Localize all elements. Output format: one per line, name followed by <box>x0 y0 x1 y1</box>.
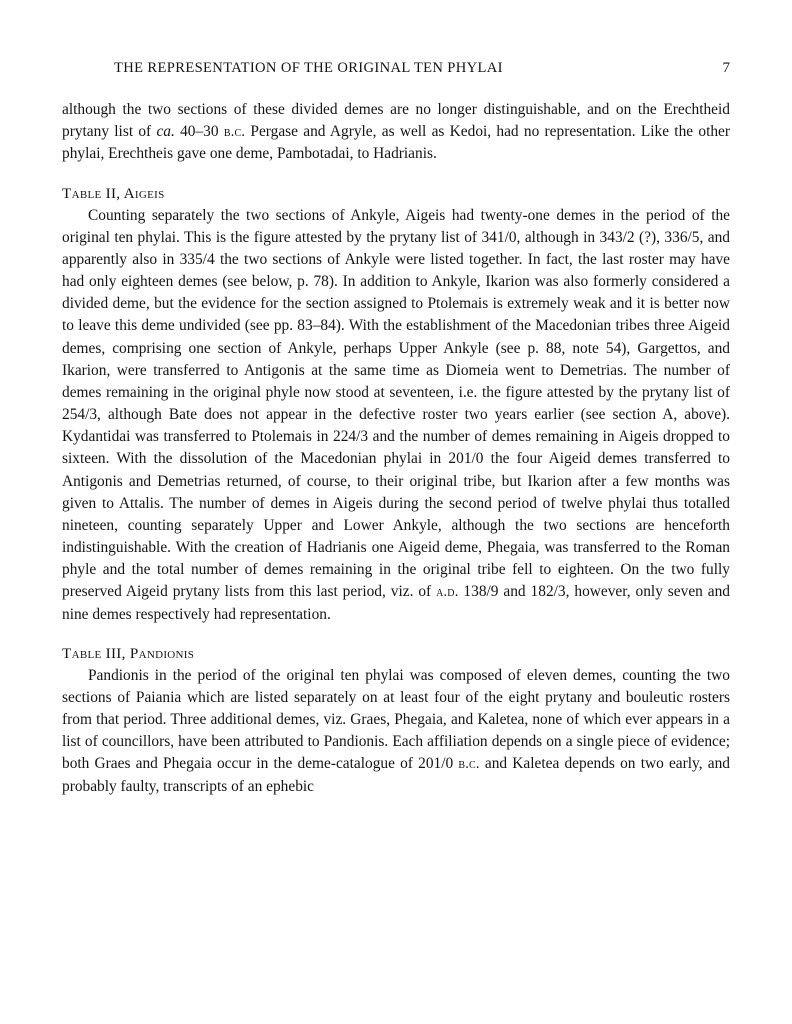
section-paragraph-table-3: Pandionis in the period of the original ten phylai was composed of eleven demes, counting the two sections of Paiania which are listed separately on at least four of the eight prytany and bouleutic rosters from that period. Three additional demes, viz. Graes, Phegaia, and Kaletea, none of which ever appears in a list of councillors, have been attributed to Pandionis. Each affiliation depends on a single piece of evidence; both Graes and Phegaia occur in the deme-catalogue of 201/0 b.c. and Kaletea depends on two early, and probably faulty, transcripts of an ephebic <box>62 666 730 795</box>
running-title: THE REPRESENTATION OF THE ORIGINAL TEN PHYLAI <box>114 60 503 76</box>
section-heading-table-2: Table II, Aigeis <box>62 184 165 202</box>
opening-paragraph <box>62 99 730 166</box>
opening-paragraph-text: although the two sections of these divided demes are no longer distinguishable, and on the Erechtheid prytany list of ca. 40–30 b.c. Pergase and Agryle, as well as Kedoi, had no representation. Like the other phylai, Erechtheis gave one deme, Pambotadai, to Hadrianis. <box>62 101 730 163</box>
running-head <box>62 60 730 77</box>
page-number: 7 <box>722 60 730 76</box>
section-paragraph-table-2: Counting separately the two sections of Ankyle, Aigeis had twenty-one demes in the period of the original ten phylai. This is the figure attested by the prytany list of 341/0, although in 343/2 (?), 336/5, and apparently also in 335/4 the two sections of Ankyle were listed together. In fact, the last roster may have had only eighteen demes (see below, p. 78). In addition to Ankyle, Ikarion was also formerly considered a divided deme, but the evidence for the section assigned to Ptolemais is extremely weak and it is better now to leave this deme undivided (see pp. 83–84). With the establishment of the Macedonian tribes three Aigeid demes, comprising one section of Ankyle, perhaps Upper Ankyle (see p. 88, note 54), Gargettos, and Ikarion, were transferred to Antigonis at the same time as Diomeia went to Demetrias. The number of demes remaining in the original phyle now stood at seventeen, i.e. the figure attested by the prytany list of 254/3, although Bate does not appear in the defective roster two years earlier (see section A, above). Kydantidai was transferred to Ptolemais in 224/3 and the number of demes remaining in Aigeis dropped to sixteen. With the dissolution of the Macedonian phylai in 201/0 the four Aigeid demes transferred to Antigonis and Demetrias returned, of course, to their original tribe, but Ikarion after a few months was given to Attalis. The number of demes in Aigeis during the second period of twelve phylai thus totalled nineteen, counting separately Upper and Lower Ankyle, although the two sections are henceforth indistinguishable. With the creation of Hadrianis one Aigeid deme, Phegaia, was transferred to the Roman phyle and the total number of demes remaining in the original tribe fell to eighteen. On the two fully preserved Aigeid prytany lists from this last period, viz. of a.d. 138/9 and 182/3, however, only seven and nine demes respectively had representation. <box>62 206 730 623</box>
section-heading-table-3: Table III, Pandionis <box>62 644 195 662</box>
